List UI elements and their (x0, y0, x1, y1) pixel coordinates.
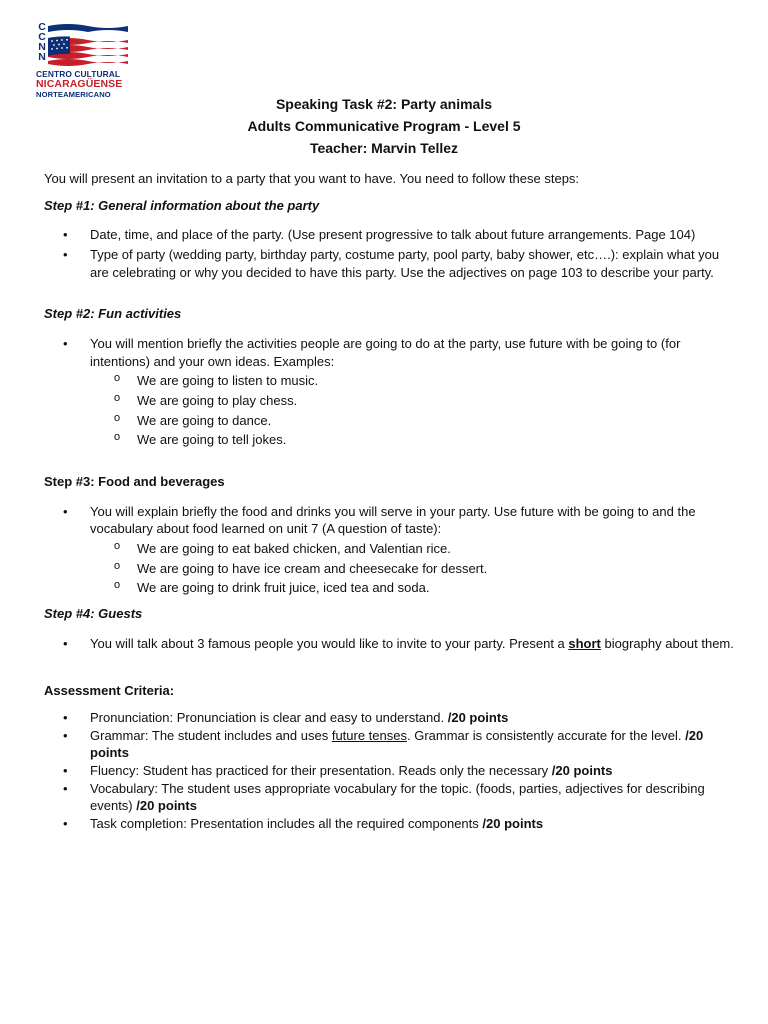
document-body (44, 170, 734, 833)
criterion-vocabulary: • Vocabulary: The student uses appropriate vocabulary for the topic. (foods, parties, adjectives for describing events) /20 points (44, 780, 734, 815)
points-label: /20 points (136, 798, 197, 814)
example-item: o We are going to eat baked chicken, and Valentian rice. (44, 540, 734, 558)
points-label: /20 points (482, 816, 544, 832)
list-item: • Date, time, and place of the party. (Use present progressive to talk about future arrangements. Page 104) (44, 226, 734, 244)
example-item: o We are going to have ice cream and cheesecake for dessert. (44, 560, 734, 578)
criterion-fluency: • Fluency: Student has practiced for their presentation. Reads only the necessary /20 points (44, 762, 734, 780)
example-item: o We are going to listen to music. (44, 372, 734, 390)
ccnn-logo (36, 22, 136, 102)
list-item: • You will talk about 3 famous people you would like to invite to your party. Present a short biography about them. (44, 635, 734, 653)
step3-heading: Step #3: Food and beverages (44, 474, 225, 490)
step2-examples (90, 372, 734, 449)
document-header (0, 93, 768, 159)
emphasis-short: short (568, 635, 601, 651)
logo-letters: C C N N (38, 21, 46, 63)
points-label: /20 points (551, 763, 613, 779)
intro-text: You will present an invitation to a party that you want to have. You need to follow these steps: (44, 171, 580, 186)
teacher-name: Teacher: Marvin Tellez (309, 140, 459, 156)
criterion-grammar: • Grammar: The student includes and uses future tenses. Grammar is consistently accurate for the level. /20 points (44, 727, 734, 762)
example-item: o We are going to tell jokes. (44, 431, 734, 449)
list-item (44, 335, 734, 449)
points-label: /20 points (90, 727, 704, 761)
criterion-task-completion: • Task completion: Presentation includes all the required components /20 points (44, 815, 734, 833)
list-item (44, 503, 734, 597)
step2-list (44, 335, 734, 449)
step2-heading: Step #2: Fun activities (44, 306, 182, 322)
step3-examples (90, 540, 734, 597)
example-item: o We are going to drink fruit juice, iced tea and soda. (44, 579, 734, 597)
document-title: Speaking Task #2: Party animals (275, 96, 493, 112)
step2-bullet-text: You will mention briefly the activities people are going to do at the party, use future with be going to (for intentions) and your own ideas. Examples: (90, 336, 681, 369)
step4-heading: Step #4: Guests (44, 606, 143, 622)
assessment-heading: Assessment Criteria: (44, 683, 175, 699)
step4-list (44, 635, 734, 653)
example-item: o We are going to play chess. (44, 392, 734, 410)
program-name: Adults Communicative Program - Level 5 (247, 118, 521, 134)
points-label: /20 points (447, 710, 509, 726)
criterion-pronunciation: • Pronunciation: Pronunciation is clear and easy to understand. /20 points (44, 709, 734, 727)
list-item: • Type of party (wedding party, birthday party, costume party, pool party, baby shower, etc….): explain what you are celebrating or why you decided to have this party. Use the adjectives on page 103 to describe your party. (44, 246, 734, 281)
example-item: o We are going to dance. (44, 412, 734, 430)
assessment-list (44, 709, 734, 833)
step3-bullet-text: You will explain briefly the food and drinks you will serve in your party. Use future with be going to and the vocabulary about food learned on unit 7 (A question of taste): (90, 503, 696, 537)
logo-org-name: CENTRO CULTURAL NICARAGÜENSE NORTEAMERICANO (36, 69, 123, 99)
step3-list (44, 503, 734, 597)
underlined-future-tenses: future tenses (331, 727, 407, 743)
step1-list (44, 226, 734, 281)
step1-heading: Step #1: General information about the party (44, 197, 320, 213)
flag-icon (48, 22, 128, 68)
